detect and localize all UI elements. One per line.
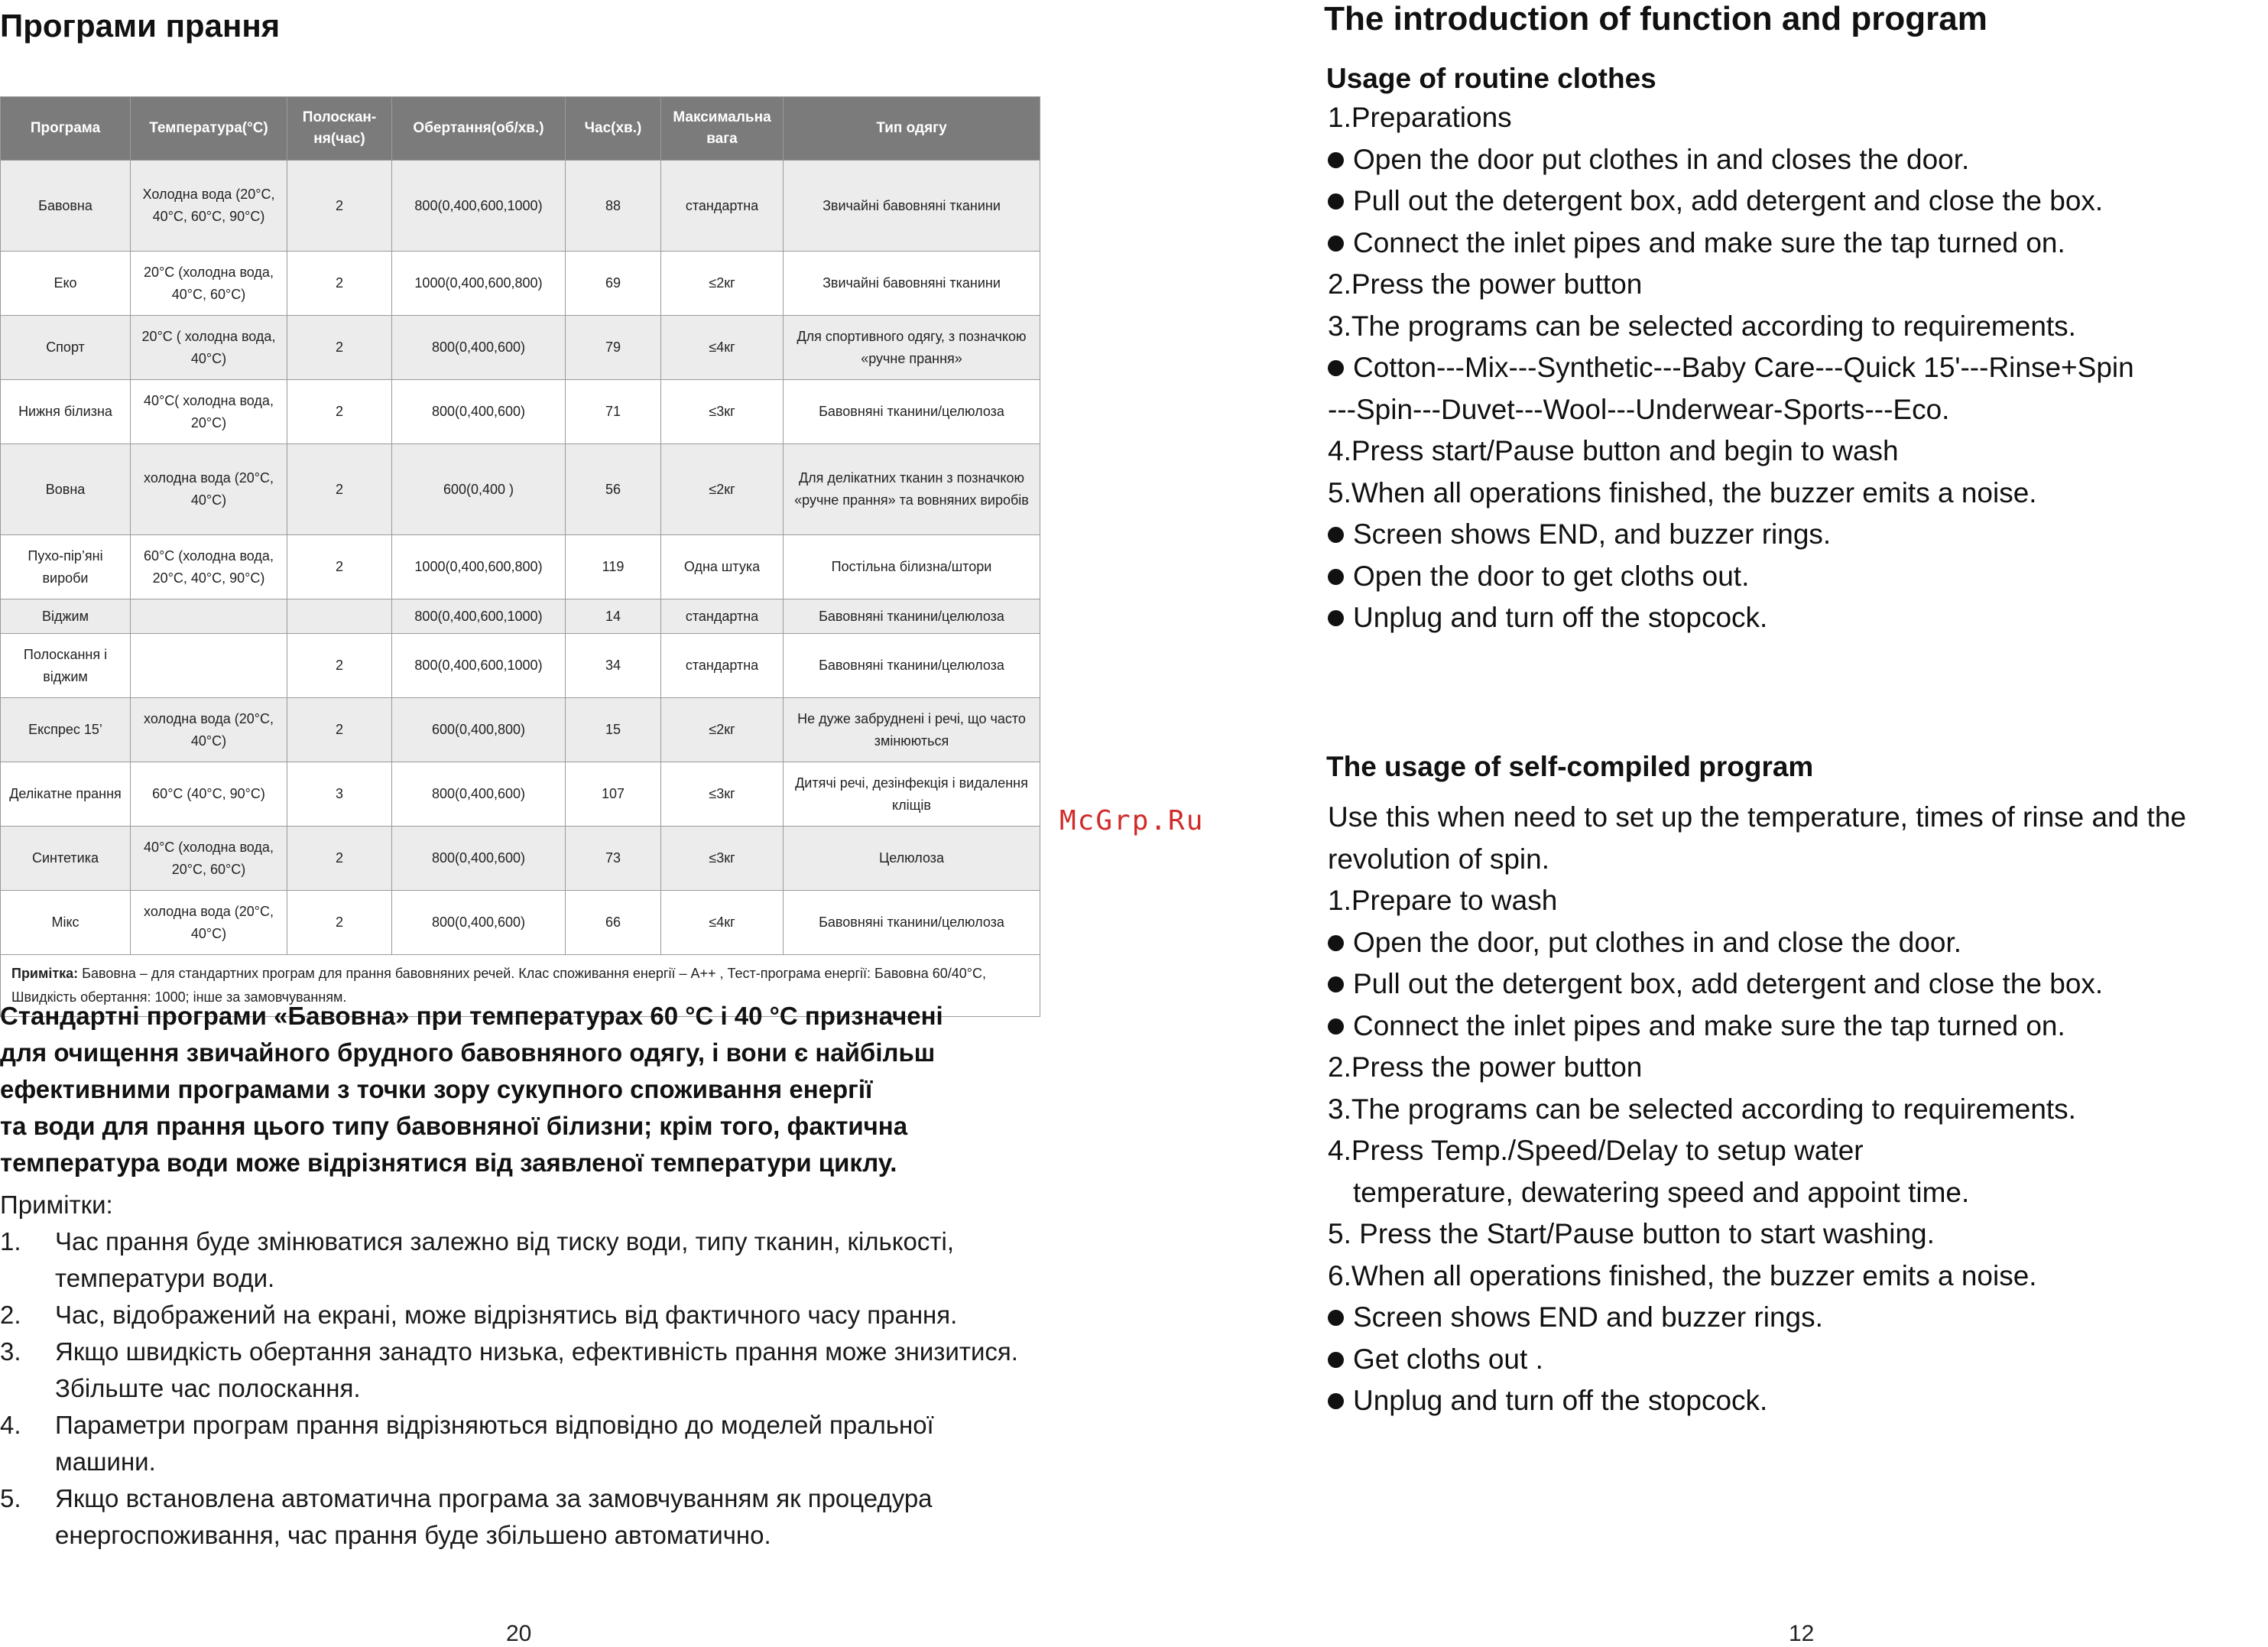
note-item <box>0 1297 1040 1334</box>
table-body <box>1 161 1040 955</box>
instruction-text: Unplug and turn off the stopcock. <box>1353 602 1768 633</box>
table-cell: 2 <box>287 380 392 444</box>
statement-line: та води для прання цього типу бавовняної білизни; крім того, фактична <box>0 1112 908 1140</box>
table-cell: Бавовна <box>1 161 131 252</box>
bullet-dot-icon <box>1328 152 1344 168</box>
right-page <box>1043 0 2268 1646</box>
instruction-line <box>1328 97 2134 139</box>
table-header: Програма <box>1 97 131 161</box>
instruction-line <box>1328 1172 2186 1214</box>
table-cell: 20°C (холодна вода, 40°C, 60°C) <box>131 252 287 316</box>
table-row <box>1 891 1040 955</box>
table-cell <box>287 599 392 634</box>
table-header: Обертання(об/хв.) <box>392 97 566 161</box>
table-cell: 2 <box>287 698 392 762</box>
table-cell: 800(0,400,600,1000) <box>392 599 566 634</box>
note-number: 4. <box>0 1411 21 1439</box>
table-cell: Вовна <box>1 444 131 535</box>
table-cell: 40°C( холодна вода, 20°C) <box>131 380 287 444</box>
table-cell: ≤3кг <box>661 762 784 827</box>
page-title-uk: Програми прання <box>0 8 281 44</box>
instruction-text: Pull out the detergent box, add detergent and close the box. <box>1353 968 2104 999</box>
page-number-right: 12 <box>1789 1621 1815 1646</box>
table-cell: 119 <box>566 535 661 599</box>
instruction-text: 6.When all operations finished, the buzzer emits a noise. <box>1328 1259 2037 1291</box>
table-cell: 14 <box>566 599 661 634</box>
instruction-text: Open the door to get cloths out. <box>1353 560 1750 592</box>
table-cell: стандартна <box>661 634 784 698</box>
instruction-line <box>1328 1380 2186 1422</box>
table-cell: Звичайні бавовняні тканини <box>784 252 1040 316</box>
bullet-dot-icon <box>1328 193 1344 210</box>
table-cell: 107 <box>566 762 661 827</box>
instruction-line <box>1328 1339 2186 1381</box>
table-cell: Постільна білизна/штори <box>784 535 1040 599</box>
instruction-line <box>1328 880 2186 922</box>
instruction-line <box>1328 1047 2186 1089</box>
table-row <box>1 252 1040 316</box>
instruction-line <box>1328 922 2186 964</box>
instruction-text: Cotton---Mix---Synthetic---Baby Care---Quick 15'---Rinse+Spin <box>1353 352 2134 383</box>
table-cell: Дитячі речі, дезінфекція і видалення кліщів <box>784 762 1040 827</box>
bullet-dot-icon <box>1328 935 1344 951</box>
table-cell: 15 <box>566 698 661 762</box>
note-text: Якщо швидкість обертання занадто низька, ефективність прання може знизитися. Збільште час полоскання. <box>55 1337 1018 1402</box>
instruction-line <box>1328 306 2134 348</box>
instruction-text: 5. Press the Start/Pause button to start washing. <box>1328 1218 1935 1249</box>
table-cell: 88 <box>566 161 661 252</box>
table-cell: 56 <box>566 444 661 535</box>
table-cell: ≤2кг <box>661 252 784 316</box>
table-cell: 60°C (холодна вода, 20°C, 40°C, 90°C) <box>131 535 287 599</box>
table-cell: Мікс <box>1 891 131 955</box>
bullet-dot-icon <box>1328 1018 1344 1035</box>
instruction-text: 3.The programs can be selected according to requirements. <box>1328 310 2076 342</box>
bullet-dot-icon <box>1328 1393 1344 1409</box>
note-text: Бавовна – для стандартних програм для прання бавовняних речей. Клас споживання енергії – А++ , Тест-програма енергії: Бавовна 60/40°C, Швидкість обертання: 1000; інше за замовчуванням. <box>11 966 986 1005</box>
instruction-line <box>1328 1005 2186 1048</box>
page-number-left: 20 <box>506 1621 532 1646</box>
table-cell: Делікатне прання <box>1 762 131 827</box>
table-cell: ≤3кг <box>661 380 784 444</box>
table-cell: 2 <box>287 891 392 955</box>
table-cell: холодна вода (20°C, 40°C) <box>131 444 287 535</box>
table-cell: 69 <box>566 252 661 316</box>
left-page <box>0 0 1043 1646</box>
table-cell: Спорт <box>1 316 131 380</box>
table-cell: 71 <box>566 380 661 444</box>
table-row <box>1 535 1040 599</box>
note-item <box>0 1480 1040 1554</box>
section-heading-routine: Usage of routine clothes <box>1326 63 1656 94</box>
instruction-text: 3.The programs can be selected according to requirements. <box>1328 1093 2076 1125</box>
note-number: 2. <box>0 1301 21 1329</box>
page-title-en: The introduction of function and program <box>1324 0 1987 37</box>
table-row <box>1 634 1040 698</box>
instruction-line <box>1328 1213 2186 1256</box>
statement-line: Стандартні програми «Бавовна» при температурах 60 °C і 40 °C призначені <box>0 1002 943 1030</box>
instruction-text: ---Spin---Duvet---Wool---Underwear-Sports---Eco. <box>1328 393 1950 425</box>
table-cell: холодна вода (20°C, 40°C) <box>131 698 287 762</box>
note-text: Час прання буде змінюватися залежно від тиску води, типу тканин, кількості, температури води. <box>55 1227 955 1292</box>
table-cell: Бавовняні тканини/целюлоза <box>784 380 1040 444</box>
note-text: Якщо встановлена автоматична програма за замовчуванням як процедура енергоспоживання, час прання буде збільшено автоматично. <box>55 1484 933 1549</box>
table-cell: Експрес 15’ <box>1 698 131 762</box>
instruction-line <box>1328 389 2134 431</box>
bullet-dot-icon <box>1328 976 1344 992</box>
table-cell: 34 <box>566 634 661 698</box>
instruction-line <box>1328 963 2186 1005</box>
table-cell: Пухо-пір’яні вироби <box>1 535 131 599</box>
table-cell: Бавовняні тканини/целюлоза <box>784 891 1040 955</box>
bullet-dot-icon <box>1328 527 1344 543</box>
instruction-line <box>1328 797 2186 839</box>
table-cell: 600(0,400 ) <box>392 444 566 535</box>
note-label: Примітка: <box>11 966 79 982</box>
instruction-text: Get cloths out . <box>1353 1343 1543 1375</box>
instruction-line <box>1328 514 2134 556</box>
table-cell: 2 <box>287 316 392 380</box>
table-cell: холодна вода (20°C, 40°C) <box>131 891 287 955</box>
table-cell: ≤2кг <box>661 444 784 535</box>
table-header: Максимальна вага <box>661 97 784 161</box>
table-cell: Не дуже забруднені і речі, що часто змінюються <box>784 698 1040 762</box>
table-row <box>1 698 1040 762</box>
table-cell: 40°C (холодна вода, 20°C, 60°C) <box>131 827 287 891</box>
table-cell: 800(0,400,600) <box>392 316 566 380</box>
table-row <box>1 316 1040 380</box>
table-cell: Бавовняні тканини/целюлоза <box>784 634 1040 698</box>
table-row <box>1 827 1040 891</box>
table-cell: Одна штука <box>661 535 784 599</box>
note-text: Параметри програм прання відрізняються відповідно до моделей пральної машини. <box>55 1411 934 1476</box>
instruction-line <box>1328 347 2134 389</box>
table-row <box>1 762 1040 827</box>
watermark: McGrp.Ru <box>1059 805 1205 836</box>
table-cell: 2 <box>287 535 392 599</box>
bullet-dot-icon <box>1328 569 1344 585</box>
self-compiled-usage-lines <box>1328 797 2186 1422</box>
bullet-dot-icon <box>1328 610 1344 626</box>
instruction-line <box>1328 264 2134 306</box>
table-cell: 20°C ( холодна вода, 40°C) <box>131 316 287 380</box>
instruction-text: 1.Preparations <box>1328 102 1512 133</box>
note-item <box>0 1334 1040 1407</box>
table-cell: Віджим <box>1 599 131 634</box>
instruction-line <box>1328 473 2134 515</box>
note-number: 1. <box>0 1227 21 1256</box>
table-header: Час(хв.) <box>566 97 661 161</box>
instruction-line <box>1328 1089 2186 1131</box>
instruction-line <box>1328 139 2134 181</box>
cotton-program-statement <box>0 998 1040 1181</box>
table-cell: Бавовняні тканини/целюлоза <box>784 599 1040 634</box>
table-cell: 600(0,400,800) <box>392 698 566 762</box>
instruction-text: Screen shows END, and buzzer rings. <box>1353 518 1832 550</box>
instruction-text: 1.Prepare to wash <box>1328 885 1558 916</box>
instruction-text: 2.Press the power button <box>1328 1051 1643 1083</box>
table-cell: 800(0,400,600) <box>392 891 566 955</box>
table-cell: Для спортивного одягу, з позначкою «ручне прання» <box>784 316 1040 380</box>
table-row <box>1 599 1040 634</box>
table-cell: 79 <box>566 316 661 380</box>
instruction-text: 5.When all operations finished, the buzzer emits a noise. <box>1328 476 2037 508</box>
table-cell: Холодна вода (20°C, 40°C, 60°C, 90°C) <box>131 161 287 252</box>
table-cell: Звичайні бавовняні тканини <box>784 161 1040 252</box>
instruction-text: 4.Press start/Pause button and begin to wash <box>1328 435 1899 466</box>
instruction-line <box>1328 597 2134 639</box>
table-cell: ≤3кг <box>661 827 784 891</box>
table-cell <box>131 599 287 634</box>
instruction-text: Open the door put clothes in and closes the door. <box>1353 143 1970 175</box>
statement-line: температура води може відрізнятися від заявленої температури циклу. <box>0 1148 897 1177</box>
instruction-text: Connect the inlet pipes and make sure the tap turned on. <box>1353 1009 2065 1041</box>
table-header: Температура(°C) <box>131 97 287 161</box>
table-cell: 1000(0,400,600,800) <box>392 252 566 316</box>
note-text: Час, відображений на екрані, може відрізнятись від фактичного часу прання. <box>55 1301 958 1329</box>
table-row <box>1 161 1040 252</box>
table-cell: 800(0,400,600,1000) <box>392 161 566 252</box>
table-cell: 66 <box>566 891 661 955</box>
statement-line: для очищення звичайного брудного бавовняного одягу, і вони є найбільш <box>0 1038 936 1067</box>
table-cell: 2 <box>287 161 392 252</box>
instruction-line <box>1328 180 2134 223</box>
table-cell: стандартна <box>661 161 784 252</box>
instruction-text: Screen shows END and buzzer rings. <box>1353 1301 1823 1333</box>
instruction-line <box>1328 556 2134 598</box>
bullet-dot-icon <box>1328 1352 1344 1368</box>
table-cell: Для делікатних тканин з позначкою «ручне прання» та вовняних виробів <box>784 444 1040 535</box>
table-row <box>1 380 1040 444</box>
table-cell: 60°C (40°C, 90°C) <box>131 762 287 827</box>
table-cell: 800(0,400,600,1000) <box>392 634 566 698</box>
table-header-row <box>1 97 1040 161</box>
instruction-text: revolution of spin. <box>1328 843 1550 875</box>
instruction-line <box>1328 1256 2186 1298</box>
bullet-dot-icon <box>1328 1310 1344 1326</box>
statement-line: ефективними програмами з точки зору сукупного споживання енергії <box>0 1075 873 1103</box>
table-cell: ≤4кг <box>661 891 784 955</box>
table-cell: 2 <box>287 444 392 535</box>
table-cell: 800(0,400,600) <box>392 762 566 827</box>
instruction-text: Use this when need to set up the temperature, times of rinse and the <box>1328 801 2186 833</box>
instruction-line <box>1328 223 2134 265</box>
note-item <box>0 1407 1040 1480</box>
instruction-text: 2.Press the power button <box>1328 268 1643 300</box>
table-row <box>1 444 1040 535</box>
table-cell: ≤4кг <box>661 316 784 380</box>
table-cell: 2 <box>287 634 392 698</box>
table-header: Полоскан-ня(час) <box>287 97 392 161</box>
bullet-dot-icon <box>1328 236 1344 252</box>
table-cell: 1000(0,400,600,800) <box>392 535 566 599</box>
instruction-text: Unplug and turn off the stopcock. <box>1353 1385 1768 1416</box>
table-cell: ≤2кг <box>661 698 784 762</box>
instruction-line <box>1328 839 2186 881</box>
table-cell: Полоскання і віджим <box>1 634 131 698</box>
note-item <box>0 1223 1040 1297</box>
table-header: Тип одягу <box>784 97 1040 161</box>
table-cell: 73 <box>566 827 661 891</box>
table-cell <box>131 634 287 698</box>
table-cell: 800(0,400,600) <box>392 380 566 444</box>
table-cell: Нижня білизна <box>1 380 131 444</box>
table-cell: 2 <box>287 252 392 316</box>
instruction-line <box>1328 430 2134 473</box>
instruction-line <box>1328 1130 2186 1172</box>
section-heading-self-compiled: The usage of self-compiled program <box>1326 751 1814 782</box>
instruction-text: Pull out the detergent box, add detergent and close the box. <box>1353 185 2104 216</box>
instruction-text: 4.Press Temp./Speed/Delay to setup water <box>1328 1135 1864 1166</box>
instruction-line <box>1328 1297 2186 1339</box>
table-cell: Еко <box>1 252 131 316</box>
instruction-text: temperature, dewatering speed and appoint time. <box>1353 1176 1970 1208</box>
table-cell: 2 <box>287 827 392 891</box>
routine-usage-lines <box>1328 97 2134 639</box>
table-cell: 3 <box>287 762 392 827</box>
notes-list <box>0 1223 1040 1554</box>
table-cell: Синтетика <box>1 827 131 891</box>
bullet-dot-icon <box>1328 360 1344 376</box>
note-number: 3. <box>0 1337 21 1366</box>
note-number: 5. <box>0 1484 21 1512</box>
notes-heading: Примітки: <box>0 1191 113 1219</box>
table-cell: Целюлоза <box>784 827 1040 891</box>
instruction-text: Connect the inlet pipes and make sure the tap turned on. <box>1353 226 2065 258</box>
wash-programs-table <box>0 96 1040 1017</box>
table-cell: 800(0,400,600) <box>392 827 566 891</box>
table-cell: стандартна <box>661 599 784 634</box>
instruction-text: Open the door, put clothes in and close the door. <box>1353 926 1962 958</box>
